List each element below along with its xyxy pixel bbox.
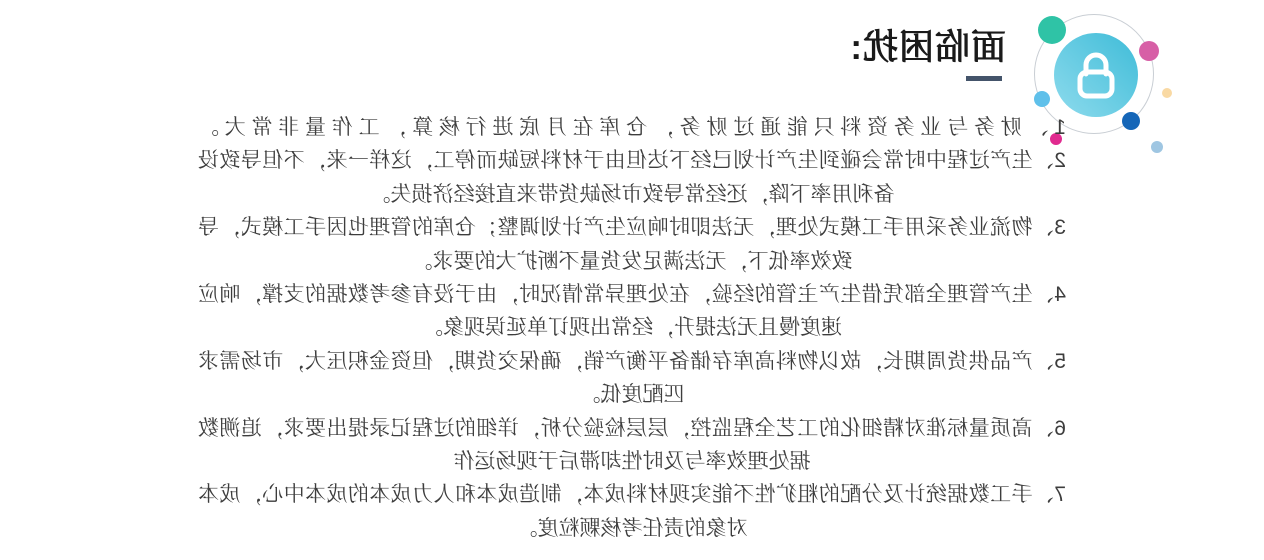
pink-dot (1139, 41, 1159, 61)
pale-orange-dot (1162, 88, 1172, 98)
body-line: 7、手工数据统计及分配的粗犷性不能实现材料成本，制造成本和人力成本的成本中心，成本 (198, 483, 1066, 507)
teal-dot (1038, 16, 1066, 44)
body-line: 6、高质量标准对精细化的工艺全程监控，层层检验分析，详细的过程记录提出要求，追溯数 (198, 416, 1066, 440)
body-line: 匹配度低。 (579, 383, 685, 407)
body-line: 致效率低下，无法满足发货量不断扩大的要求。 (411, 249, 853, 273)
lock-icon (1072, 49, 1120, 101)
body-line: 3、物流业务采用手工模式处理，无法即时响应生产计划调整；仓库的管理也因手工模式，导 (198, 216, 1066, 240)
body-line: 对象的责任考核颗粒度。 (516, 516, 748, 540)
body-line: 5、产品供货周期长，故以物料高库存储备平衡产销，确保交货期，但资金积压大，市场需求 (198, 349, 1066, 373)
steel-blue-dot (1151, 141, 1163, 153)
body-line: 备利用率下降，还经常导致市场缺货带来直接经济损失。 (369, 182, 895, 206)
light-blue-dot (1034, 91, 1050, 107)
body-line: 4、生产管理全部凭借生产主管的经验，在处理异常情况时，由于没有参考数据的支撑，响应 (198, 283, 1066, 307)
body-line: 2、生产过程中时常会碰到生产计划已经下达但由于材料短缺而停工，这样一来，不但导致设 (198, 149, 1066, 173)
body-line: 速度慢且无法提升，经常出现订单延误现象。 (422, 316, 842, 340)
dark-blue-dot (1122, 112, 1140, 130)
body-text (198, 111, 1066, 545)
page-title: 面临困扰: (849, 28, 1006, 67)
body-line: 1、财务与业务资料只能通过财务，仓库在月底进行核算，工作量非常大。 (198, 116, 1066, 139)
title-underline-dash (966, 76, 1002, 81)
body-line: 据处理效率与及时性却滞后于现场运作 (453, 450, 811, 474)
badge-gradient-circle (1054, 33, 1138, 117)
